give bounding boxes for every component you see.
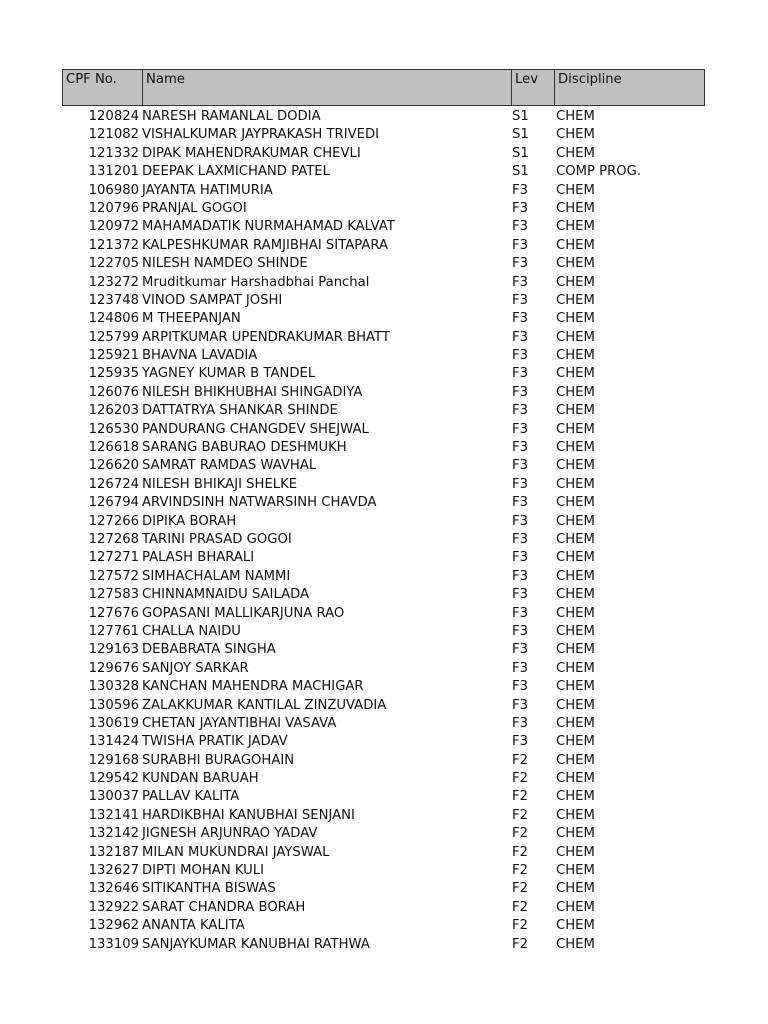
- table-row: [62, 752, 705, 770]
- table-row: [62, 917, 705, 935]
- level-cell: S1: [512, 145, 529, 161]
- table-row: [62, 880, 705, 898]
- level-cell: F3: [512, 679, 528, 695]
- name-cell: ANANTA KALITA: [142, 918, 245, 934]
- discipline-cell: CHEM: [556, 642, 595, 658]
- name-cell: BHAVNA LAVADIA: [142, 348, 258, 364]
- name-cell: CHINNAMNAIDU SAILADA: [142, 587, 310, 603]
- cpf-cell: 120824: [88, 109, 139, 124]
- discipline-cell: CHEM: [556, 127, 595, 143]
- name-cell: DEEPAK LAXMICHAND PATEL: [142, 164, 330, 180]
- level-cell: F2: [512, 881, 528, 897]
- table-row: [62, 936, 705, 954]
- name-cell: ARPITKUMAR UPENDRAKUMAR BHATT: [142, 329, 390, 345]
- discipline-cell: CHEM: [556, 531, 595, 547]
- cpf-cell: 126618: [88, 440, 139, 456]
- cpf-cell: 127268: [88, 531, 139, 547]
- level-cell: F3: [512, 550, 528, 566]
- level-cell: F3: [512, 531, 528, 547]
- name-cell: NARESH RAMANLAL DODIA: [142, 109, 321, 124]
- table-row: [62, 623, 705, 641]
- name-cell: TARINI PRASAD GOGOI: [142, 531, 292, 547]
- table-row: [62, 770, 705, 788]
- discipline-cell: CHEM: [556, 348, 595, 364]
- discipline-cell: CHEM: [556, 476, 595, 492]
- table-row: [62, 292, 705, 310]
- table-row: [62, 274, 705, 292]
- cpf-cell: 125799: [88, 329, 139, 345]
- level-cell: F3: [512, 200, 528, 216]
- cpf-cell: 130596: [88, 697, 139, 713]
- cpf-cell: 127572: [88, 568, 139, 584]
- name-cell: DIPIKA BORAH: [142, 513, 237, 529]
- discipline-cell: CHEM: [556, 440, 595, 456]
- table-row: [62, 715, 705, 733]
- level-cell: F3: [512, 366, 528, 382]
- cpf-cell: 121372: [88, 237, 139, 253]
- level-cell: F2: [512, 826, 528, 842]
- table-body: [62, 108, 705, 954]
- discipline-cell: CHEM: [556, 881, 595, 897]
- cpf-cell: 132922: [88, 899, 139, 915]
- name-cell: VISHALKUMAR JAYPRAKASH TRIVEDI: [142, 127, 379, 143]
- table-row: [62, 182, 705, 200]
- name-cell: GOPASANI MALLIKARJUNA RAO: [142, 605, 345, 621]
- name-cell: ZALAKKUMAR KANTILAL ZINZUVADIA: [142, 697, 387, 713]
- table-row: [62, 421, 705, 439]
- cpf-cell: 127266: [88, 513, 139, 529]
- discipline-cell: CHEM: [556, 771, 595, 787]
- level-cell: F3: [512, 292, 528, 308]
- level-cell: F3: [512, 274, 528, 290]
- table-row: [62, 568, 705, 586]
- discipline-cell: CHEM: [556, 256, 595, 272]
- name-cell: NILESH BHIKAJI SHELKE: [142, 476, 298, 492]
- cpf-cell: 127271: [88, 550, 139, 566]
- discipline-cell: CHEM: [556, 899, 595, 915]
- table-row: [62, 825, 705, 843]
- employee-table: [62, 69, 705, 954]
- name-cell: JIGNESH ARJUNRAO YADAV: [142, 826, 318, 842]
- cpf-cell: 132141: [88, 807, 139, 823]
- name-cell: SITIKANTHA BISWAS: [142, 881, 276, 897]
- discipline-cell: CHEM: [556, 292, 595, 308]
- name-cell: M THEEPANJAN: [142, 311, 241, 327]
- name-cell: NILESH BHIKHUBHAI SHINGADIYA: [142, 384, 363, 400]
- name-cell: MAHAMADATIK NURMAHAMAD KALVAT: [142, 219, 395, 235]
- discipline-cell: CHEM: [556, 145, 595, 161]
- discipline-cell: CHEM: [556, 623, 595, 639]
- level-cell: F3: [512, 623, 528, 639]
- level-cell: F2: [512, 771, 528, 787]
- cpf-cell: 120972: [88, 219, 139, 235]
- level-cell: F3: [512, 440, 528, 456]
- name-cell: DATTATRYA SHANKAR SHINDE: [142, 403, 338, 419]
- name-cell: CHETAN JAYANTIBHAI VASAVA: [142, 715, 337, 731]
- name-cell: CHALLA NAIDU: [142, 623, 241, 639]
- table-row: [62, 402, 705, 420]
- name-cell: TWISHA PRATIK JADAV: [142, 734, 288, 750]
- table-row: [62, 255, 705, 273]
- name-cell: SARANG BABURAO DESHMUKH: [142, 440, 347, 456]
- discipline-cell: CHEM: [556, 587, 595, 603]
- table-row: [62, 200, 705, 218]
- name-cell: KUNDAN BARUAH: [142, 771, 259, 787]
- discipline-cell: CHEM: [556, 458, 595, 474]
- level-cell: F3: [512, 458, 528, 474]
- discipline-cell: CHEM: [556, 660, 595, 676]
- level-cell: F3: [512, 642, 528, 658]
- level-cell: F2: [512, 844, 528, 860]
- cpf-cell: 129163: [88, 642, 139, 658]
- level-cell: F2: [512, 807, 528, 823]
- cpf-cell: 129168: [88, 752, 139, 768]
- column-header-name: Name: [143, 70, 512, 105]
- discipline-cell: CHEM: [556, 421, 595, 437]
- level-cell: F2: [512, 789, 528, 805]
- level-cell: F3: [512, 697, 528, 713]
- cpf-cell: 125921: [88, 348, 139, 364]
- discipline-cell: CHEM: [556, 513, 595, 529]
- cpf-cell: 126724: [88, 476, 139, 492]
- level-cell: F3: [512, 237, 528, 253]
- discipline-cell: CHEM: [556, 329, 595, 345]
- name-cell: Mruditkumar Harshadbhai Panchal: [142, 274, 370, 290]
- discipline-cell: CHEM: [556, 384, 595, 400]
- name-cell: ARVINDSINH NATWARSINH CHAVDA: [142, 495, 377, 511]
- cpf-cell: 129676: [88, 660, 139, 676]
- table-row: [62, 108, 705, 126]
- table-row: [62, 586, 705, 604]
- cpf-cell: 132187: [88, 844, 139, 860]
- table-row: [62, 697, 705, 715]
- cpf-cell: 129542: [88, 771, 139, 787]
- discipline-cell: CHEM: [556, 550, 595, 566]
- cpf-cell: 120796: [88, 200, 139, 216]
- cpf-cell: 126076: [88, 384, 139, 400]
- discipline-cell: CHEM: [556, 568, 595, 584]
- cpf-cell: 132962: [88, 918, 139, 934]
- table-row: [62, 549, 705, 567]
- level-cell: F3: [512, 384, 528, 400]
- name-cell: HARDIKBHAI KANUBHAI SENJANI: [142, 807, 355, 823]
- table-row: [62, 126, 705, 144]
- discipline-cell: CHEM: [556, 936, 595, 952]
- level-cell: F3: [512, 715, 528, 731]
- cpf-cell: 121082: [88, 127, 139, 143]
- discipline-cell: CHEM: [556, 311, 595, 327]
- name-cell: PRANJAL GOGOI: [142, 200, 247, 216]
- table-row: [62, 365, 705, 383]
- discipline-cell: CHEM: [556, 697, 595, 713]
- level-cell: F2: [512, 936, 528, 952]
- level-cell: F3: [512, 256, 528, 272]
- table-row: [62, 733, 705, 751]
- level-cell: F2: [512, 899, 528, 915]
- level-cell: F3: [512, 660, 528, 676]
- cpf-cell: 126794: [88, 495, 139, 511]
- name-cell: PALASH BHARALI: [142, 550, 255, 566]
- table-row: [62, 163, 705, 181]
- discipline-cell: CHEM: [556, 679, 595, 695]
- table-row: [62, 899, 705, 917]
- table-row: [62, 862, 705, 880]
- level-cell: F3: [512, 476, 528, 492]
- name-cell: JAYANTA HATIMURIA: [142, 182, 273, 198]
- table-row: [62, 439, 705, 457]
- name-cell: SURABHI BURAGOHAIN: [142, 752, 295, 768]
- name-cell: KANCHAN MAHENDRA MACHIGAR: [142, 679, 364, 695]
- discipline-cell: CHEM: [556, 403, 595, 419]
- discipline-cell: CHEM: [556, 605, 595, 621]
- level-cell: F3: [512, 329, 528, 345]
- table-row: [62, 310, 705, 328]
- level-cell: F3: [512, 568, 528, 584]
- discipline-cell: CHEM: [556, 182, 595, 198]
- cpf-cell: 131201: [88, 164, 139, 180]
- cpf-cell: 123272: [88, 274, 139, 290]
- cpf-cell: 121332: [88, 145, 139, 161]
- cpf-cell: 126620: [88, 458, 139, 474]
- name-cell: DEBABRATA SINGHA: [142, 642, 276, 658]
- cpf-cell: 127676: [88, 605, 139, 621]
- cpf-cell: 132627: [88, 863, 139, 879]
- level-cell: F3: [512, 403, 528, 419]
- column-header-discipline: Discipline: [558, 72, 622, 87]
- name-cell: NILESH NAMDEO SHINDE: [142, 256, 308, 272]
- level-cell: F3: [512, 495, 528, 511]
- level-cell: S1: [512, 164, 529, 180]
- cpf-cell: 126530: [88, 421, 139, 437]
- cpf-cell: 125935: [88, 366, 139, 382]
- table-row: [62, 457, 705, 475]
- cpf-cell: 132142: [88, 826, 139, 842]
- name-cell: VINOD SAMPAT JOSHI: [142, 292, 283, 308]
- discipline-cell: COMP PROG.: [556, 164, 642, 180]
- discipline-cell: CHEM: [556, 807, 595, 823]
- column-header-level: Lev: [512, 70, 555, 105]
- name-cell: MILAN MUKUNDRAI JAYSWAL: [142, 844, 330, 860]
- discipline-cell: CHEM: [556, 274, 595, 290]
- cpf-cell: 122705: [88, 256, 139, 272]
- table-row: [62, 476, 705, 494]
- cpf-cell: 133109: [88, 936, 139, 952]
- discipline-cell: CHEM: [556, 752, 595, 768]
- cpf-cell: 130328: [88, 679, 139, 695]
- cpf-cell: 130037: [88, 789, 139, 805]
- name-cell: SANJOY SARKAR: [142, 660, 249, 676]
- level-cell: S1: [512, 109, 529, 124]
- level-cell: F3: [512, 348, 528, 364]
- cpf-cell: 126203: [88, 403, 139, 419]
- discipline-cell: CHEM: [556, 863, 595, 879]
- name-cell: DIPAK MAHENDRAKUMAR CHEVLI: [142, 145, 361, 161]
- level-cell: F3: [512, 513, 528, 529]
- name-cell: PANDURANG CHANGDEV SHEJWAL: [142, 421, 369, 437]
- name-cell: SIMHACHALAM NAMMI: [142, 568, 291, 584]
- table-row: [62, 660, 705, 678]
- cpf-cell: 132646: [88, 881, 139, 897]
- table-row: [62, 329, 705, 347]
- discipline-cell: CHEM: [556, 826, 595, 842]
- discipline-cell: CHEM: [556, 918, 595, 934]
- discipline-cell: CHEM: [556, 237, 595, 253]
- level-cell: F3: [512, 311, 528, 327]
- table-row: [62, 494, 705, 512]
- level-cell: F2: [512, 863, 528, 879]
- discipline-cell: CHEM: [556, 789, 595, 805]
- name-cell: SANJAYKUMAR KANUBHAI RATHWA: [142, 936, 370, 952]
- cpf-cell: 131424: [88, 734, 139, 750]
- table-row: [62, 788, 705, 806]
- table-row: [62, 513, 705, 531]
- cpf-cell: 127583: [88, 587, 139, 603]
- table-row: [62, 237, 705, 255]
- level-cell: F3: [512, 182, 528, 198]
- table-row: [62, 384, 705, 402]
- discipline-cell: CHEM: [556, 200, 595, 216]
- level-cell: F3: [512, 219, 528, 235]
- level-cell: S1: [512, 127, 529, 143]
- table-row: [62, 531, 705, 549]
- name-cell: SAMRAT RAMDAS WAVHAL: [142, 458, 317, 474]
- table-row: [62, 605, 705, 623]
- discipline-cell: CHEM: [556, 219, 595, 235]
- table-row: [62, 807, 705, 825]
- column-header-cpf: CPF No.: [63, 70, 143, 105]
- table-row: [62, 678, 705, 696]
- cpf-cell: 123748: [88, 292, 139, 308]
- table-row: [62, 218, 705, 236]
- level-cell: F3: [512, 587, 528, 603]
- discipline-cell: CHEM: [556, 495, 595, 511]
- cpf-cell: 130619: [88, 715, 139, 731]
- level-cell: F3: [512, 605, 528, 621]
- level-cell: F3: [512, 734, 528, 750]
- table-row: [62, 145, 705, 163]
- cpf-cell: 127761: [88, 623, 139, 639]
- level-cell: F3: [512, 421, 528, 437]
- table-header: [62, 69, 705, 106]
- level-cell: F2: [512, 752, 528, 768]
- name-cell: KALPESHKUMAR RAMJIBHAI SITAPARA: [142, 237, 389, 253]
- table-row: [62, 844, 705, 862]
- discipline-cell: CHEM: [556, 109, 595, 124]
- cpf-cell: 106980: [88, 182, 139, 198]
- discipline-cell: CHEM: [556, 844, 595, 860]
- discipline-cell: CHEM: [556, 366, 595, 382]
- level-cell: F2: [512, 918, 528, 934]
- name-cell: SARAT CHANDRA BORAH: [142, 899, 306, 915]
- table-row: [62, 641, 705, 659]
- table-row: [62, 347, 705, 365]
- discipline-cell: CHEM: [556, 734, 595, 750]
- name-cell: PALLAV KALITA: [142, 789, 240, 805]
- name-cell: DIPTI MOHAN KULI: [142, 863, 265, 879]
- discipline-cell: CHEM: [556, 715, 595, 731]
- name-cell: YAGNEY KUMAR B TANDEL: [142, 366, 316, 382]
- cpf-cell: 124806: [88, 311, 139, 327]
